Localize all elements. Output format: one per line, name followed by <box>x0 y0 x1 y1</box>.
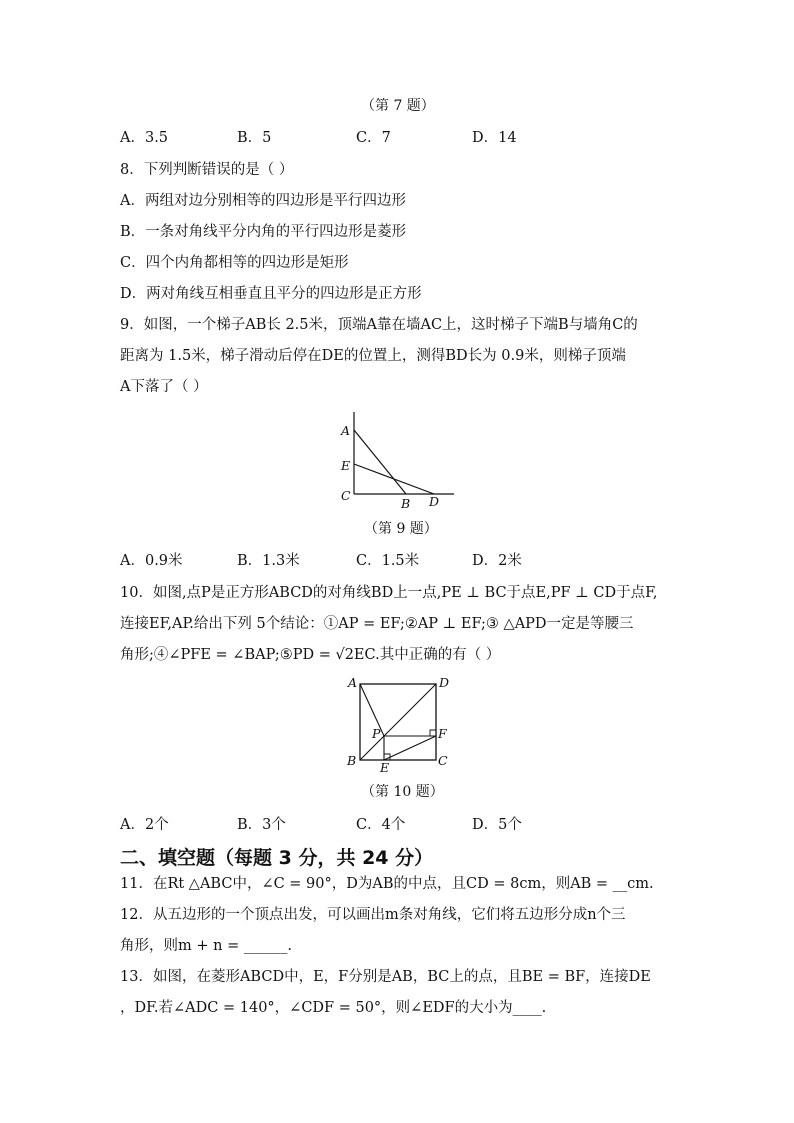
q10-label-e: E <box>380 760 390 775</box>
q9-ladder-de <box>354 464 434 494</box>
q10-stem-line-2: 连接EF,AP.给出下列 5个结论：①AP = EF;②AP ⊥ EF;③ △APD一定是等腰三 <box>120 616 634 632</box>
q8-option-a: A．两组对边分别相等的四边形是平行四边形 <box>120 193 406 209</box>
q7-option-a: A．3.5 <box>120 130 169 146</box>
q9-stem-line-1: 9．如图，一个梯子AB长 2.5米，顶端A靠在墙AC上，这时梯子下端B与墙角C的 <box>120 317 638 333</box>
q11-stem: 11．在Rt △ABC中，∠C = 90°，D为AB的中点，且CD = 8cm，则AB = __cm. <box>120 876 654 892</box>
q8-stem: 8．下列判断错误的是（ ） <box>120 162 294 178</box>
q9-label-b: B <box>401 496 411 511</box>
q10-figure-caption: （第 10 题） <box>361 784 444 800</box>
q10-diagonal-bd <box>360 684 436 760</box>
q10-label-c: C <box>438 753 448 768</box>
q8-option-b: B．一条对角线平分内角的平行四边形是菱形 <box>120 224 407 240</box>
q9-stem-line-2: 距离为 1.5米，梯子滑动后停在DE的位置上，测得BD长为 0.9米，则梯子顶端 <box>120 348 626 364</box>
q10-option-a: A．2个 <box>120 817 169 833</box>
q9-label-e: E <box>341 458 351 473</box>
q9-option-c: C．1.5米 <box>356 553 420 569</box>
q9-option-b: B．1.3米 <box>237 553 300 569</box>
q10-label-f: F <box>438 726 447 741</box>
q9-label-d: D <box>429 494 440 509</box>
q7-option-c: C．7 <box>356 130 391 146</box>
q10-segment-ef <box>384 736 436 760</box>
q9-label-a: A <box>341 423 351 438</box>
q10-square-figure <box>342 673 462 777</box>
q10-option-b: B．3个 <box>237 817 286 833</box>
q9-ladder-ab <box>354 430 406 494</box>
q10-label-p: P <box>372 726 381 741</box>
q9-figure-caption: （第 9 题） <box>364 521 438 537</box>
q9-ladder-figure <box>330 408 465 514</box>
q7-figure-caption: （第 7 题） <box>361 98 435 114</box>
q10-label-b: B <box>347 753 357 768</box>
q12-stem-line-1: 12．从五边形的一个顶点出发，可以画出m条对角线，它们将五边形分成n个三 <box>120 907 626 923</box>
q10-label-d: D <box>439 675 450 690</box>
q12-stem-line-2: 角形，则m + n = ______. <box>120 938 292 954</box>
section-2-title: 二、填空题（每题 3 分，共 24 分） <box>120 847 434 869</box>
q9-stem-line-3: A下落了（ ） <box>120 379 208 395</box>
q8-option-c: C．四个内角都相等的四边形是矩形 <box>120 255 349 271</box>
q10-option-d: D．5个 <box>472 817 522 833</box>
q10-right-angle-f <box>430 730 436 736</box>
q9-label-c: C <box>341 488 351 503</box>
q10-stem-line-1: 10．如图,点P是正方形ABCD的对角线BD上一点,PE ⊥ BC于点E,PF ⊥ CD于点F, <box>120 585 658 601</box>
q10-label-a: A <box>348 675 358 690</box>
q9-option-a: A．0.9米 <box>120 553 183 569</box>
q7-option-d: D．14 <box>472 130 517 146</box>
q9-option-d: D．2米 <box>472 553 522 569</box>
q7-option-b: B．5 <box>237 130 272 146</box>
q8-option-d: D．两对角线互相垂直且平分的四边形是正方形 <box>120 286 422 302</box>
q13-stem-line-1: 13．如图，在菱形ABCD中，E，F分别是AB，BC上的点，且BE = BF，连接DE <box>120 969 651 985</box>
q10-option-c: C．4个 <box>356 817 406 833</box>
q10-stem-line-3: 角形;④∠PFE = ∠BAP;⑤PD = √2EC.其中正确的有（ ） <box>120 647 501 663</box>
q13-stem-line-2: ，DF.若∠ADC = 140°，∠CDF = 50°，则∠EDF的大小为____. <box>120 1000 547 1016</box>
